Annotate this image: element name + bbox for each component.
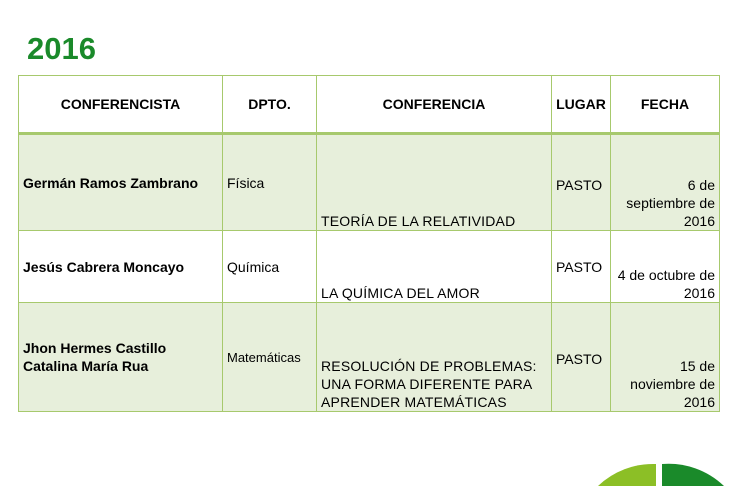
column-header-date: FECHA	[611, 76, 720, 134]
place-cell: PASTO	[552, 134, 611, 231]
table-header-row	[19, 76, 720, 134]
speaker-cell: Germán Ramos Zambrano	[19, 134, 223, 231]
logo-dark-green-segment	[662, 464, 724, 486]
department-cell: Matemáticas	[223, 303, 317, 412]
column-header-department: DPTO.	[223, 76, 317, 134]
table-row	[19, 134, 720, 231]
date-cell: 4 de octubre de 2016	[611, 231, 720, 303]
logo-corner-graphic	[584, 462, 741, 486]
conference-cell: TEORÍA DE LA RELATIVIDAD	[317, 134, 552, 231]
conference-cell: LA QUÍMICA DEL AMOR	[317, 231, 552, 303]
date-cell: 15 de noviembre de 2016	[611, 303, 720, 412]
department-cell: Física	[223, 134, 317, 231]
column-header-speaker: CONFERENCISTA	[19, 76, 223, 134]
conferences-table	[18, 75, 720, 412]
speaker-cell: Jhon Hermes Castillo Catalina María Rua	[19, 303, 223, 412]
column-header-conference: CONFERENCIA	[317, 76, 552, 134]
department-cell: Química	[223, 231, 317, 303]
column-header-place: LUGAR	[552, 76, 611, 134]
page-title: 2016	[27, 31, 96, 66]
speaker-cell: Jesús Cabrera Moncayo	[19, 231, 223, 303]
place-cell: PASTO	[552, 231, 611, 303]
table-row	[19, 303, 720, 412]
logo-light-green-segment	[598, 464, 656, 486]
table-row	[19, 231, 720, 303]
date-cell: 6 de septiembre de 2016	[611, 134, 720, 231]
place-cell: PASTO	[552, 303, 611, 412]
conference-cell: RESOLUCIÓN DE PROBLEMAS: UNA FORMA DIFERENTE PARA APRENDER MATEMÁTICAS	[317, 303, 552, 412]
